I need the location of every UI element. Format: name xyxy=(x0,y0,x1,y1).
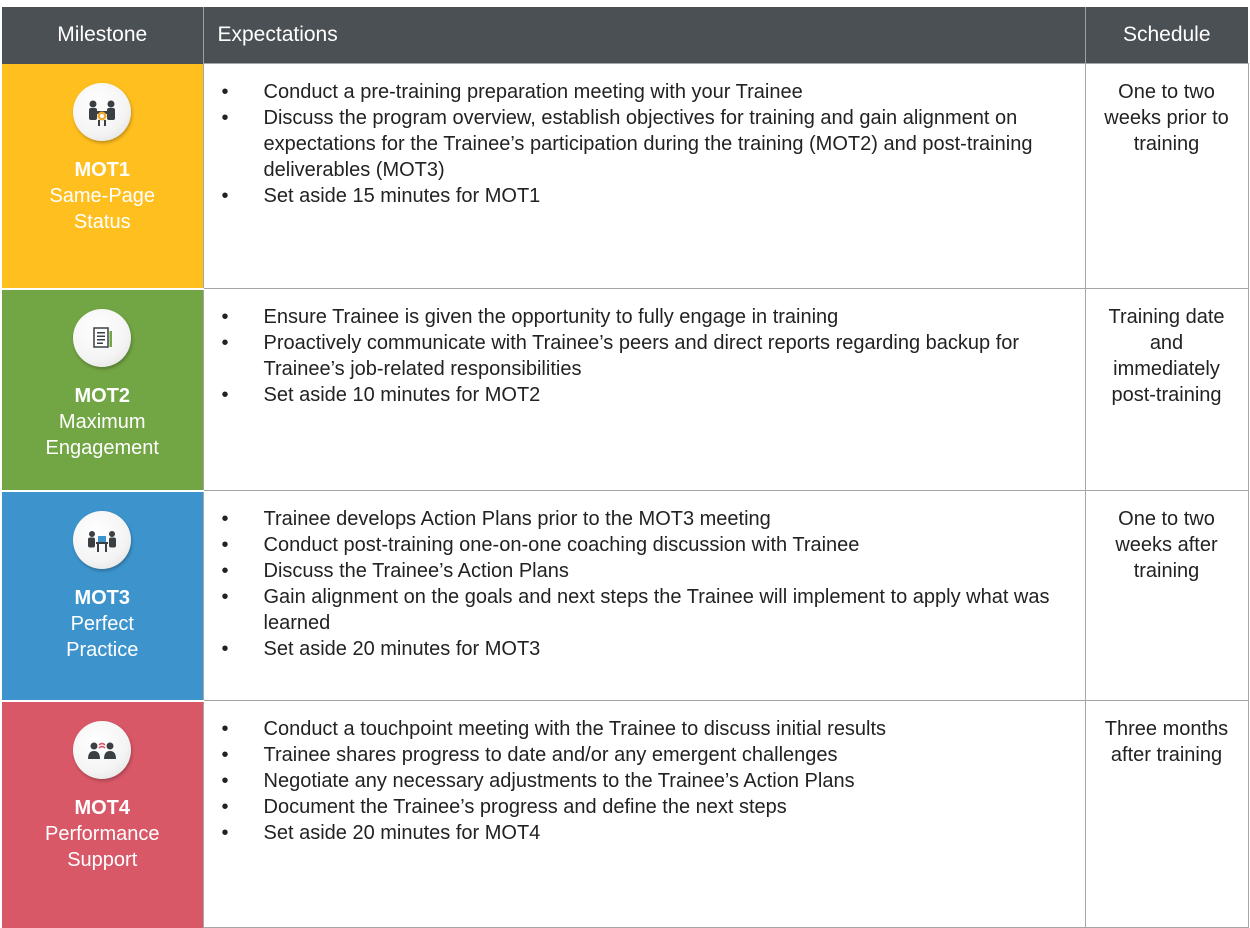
schedule-cell xyxy=(1085,701,1248,928)
milestone-cell xyxy=(2,64,203,289)
list-item: • Trainee develops Action Plans prior to the MOT3 meeting xyxy=(218,506,1075,532)
header-milestone: Milestone xyxy=(2,7,203,64)
header-schedule: Schedule xyxy=(1085,7,1248,64)
expectations-cell xyxy=(203,701,1085,928)
list-item: • Set aside 20 minutes for MOT3 xyxy=(218,636,1075,662)
table-row xyxy=(2,64,1248,289)
table-header-row xyxy=(2,7,1248,64)
list-item: • Proactively communicate with Trainee’s peers and direct reports regarding backup for Trainee’s job-related responsibilities xyxy=(218,330,1075,382)
expectations-list xyxy=(204,701,1085,846)
milestone-name-line1: Same-Page xyxy=(49,184,156,207)
schedule-text: One to two weeks prior to training xyxy=(1104,81,1229,155)
header-expectations: Expectations xyxy=(203,7,1085,64)
list-item: • Gain alignment on the goals and next steps the Trainee will implement to apply what was learned xyxy=(218,584,1075,636)
table-row xyxy=(2,701,1248,928)
milestone-code: MOT1 xyxy=(74,158,131,181)
expectations-cell xyxy=(203,64,1085,289)
milestone-code: MOT2 xyxy=(74,384,131,407)
schedule-cell xyxy=(1085,491,1248,701)
expectations-list xyxy=(204,289,1085,408)
milestone-name-line1: Perfect xyxy=(70,612,134,635)
schedule-text: One to two weeks after training xyxy=(1115,508,1218,582)
list-item: • Trainee shares progress to date and/or any emergent challenges xyxy=(218,742,1075,768)
expectations-cell xyxy=(203,491,1085,701)
list-item: • Negotiate any necessary adjustments to the Trainee’s Action Plans xyxy=(218,768,1075,794)
table-row xyxy=(2,491,1248,701)
milestone-cell xyxy=(2,701,203,928)
list-item: • Set aside 15 minutes for MOT1 xyxy=(218,183,1075,209)
milestone-cell xyxy=(2,289,203,491)
list-item: • Document the Trainee’s progress and define the next steps xyxy=(218,794,1075,820)
milestone-code: MOT3 xyxy=(74,586,131,609)
milestone-name-line1: Maximum xyxy=(58,410,146,433)
expectations-list xyxy=(204,491,1085,662)
schedule-cell xyxy=(1085,289,1248,491)
list-item: • Conduct a pre-training preparation meeting with your Trainee xyxy=(218,79,1075,105)
milestone-code: MOT4 xyxy=(74,796,131,819)
list-item: • Discuss the program overview, establish objectives for training and gain alignment on expectations for the Trainee’s participation during the training (MOT2) and post-training deliverables (MOT3) xyxy=(218,105,1075,183)
expectations-cell xyxy=(203,289,1085,491)
list-item: • Set aside 10 minutes for MOT2 xyxy=(218,382,1075,408)
list-item: • Conduct a touchpoint meeting with the Trainee to discuss initial results xyxy=(218,716,1075,742)
milestone-name-line2: Engagement xyxy=(45,436,159,459)
milestones-table xyxy=(2,7,1249,928)
milestone-name-line1: Performance xyxy=(45,822,160,845)
document-icon xyxy=(73,309,131,367)
milestone-name-line2: Status xyxy=(73,210,131,233)
expectations-list xyxy=(204,64,1085,209)
two-people-talking-icon xyxy=(73,721,131,779)
schedule-text: Three months after training xyxy=(1104,718,1229,766)
list-item: • Conduct post-training one-on-one coaching discussion with Trainee xyxy=(218,532,1075,558)
milestone-name-line2: Support xyxy=(67,848,138,871)
table-row xyxy=(2,289,1248,491)
coaching-desk-icon xyxy=(73,511,131,569)
list-item: • Ensure Trainee is given the opportunity to fully engage in training xyxy=(218,304,1075,330)
milestone-cell xyxy=(2,491,203,701)
list-item: • Set aside 20 minutes for MOT4 xyxy=(218,820,1075,846)
meeting-table-icon xyxy=(73,83,131,141)
schedule-text: Training date and immediately post-training xyxy=(1108,306,1225,406)
list-item: • Discuss the Trainee’s Action Plans xyxy=(218,558,1075,584)
schedule-cell xyxy=(1085,64,1248,289)
milestone-name-line2: Practice xyxy=(66,638,139,661)
